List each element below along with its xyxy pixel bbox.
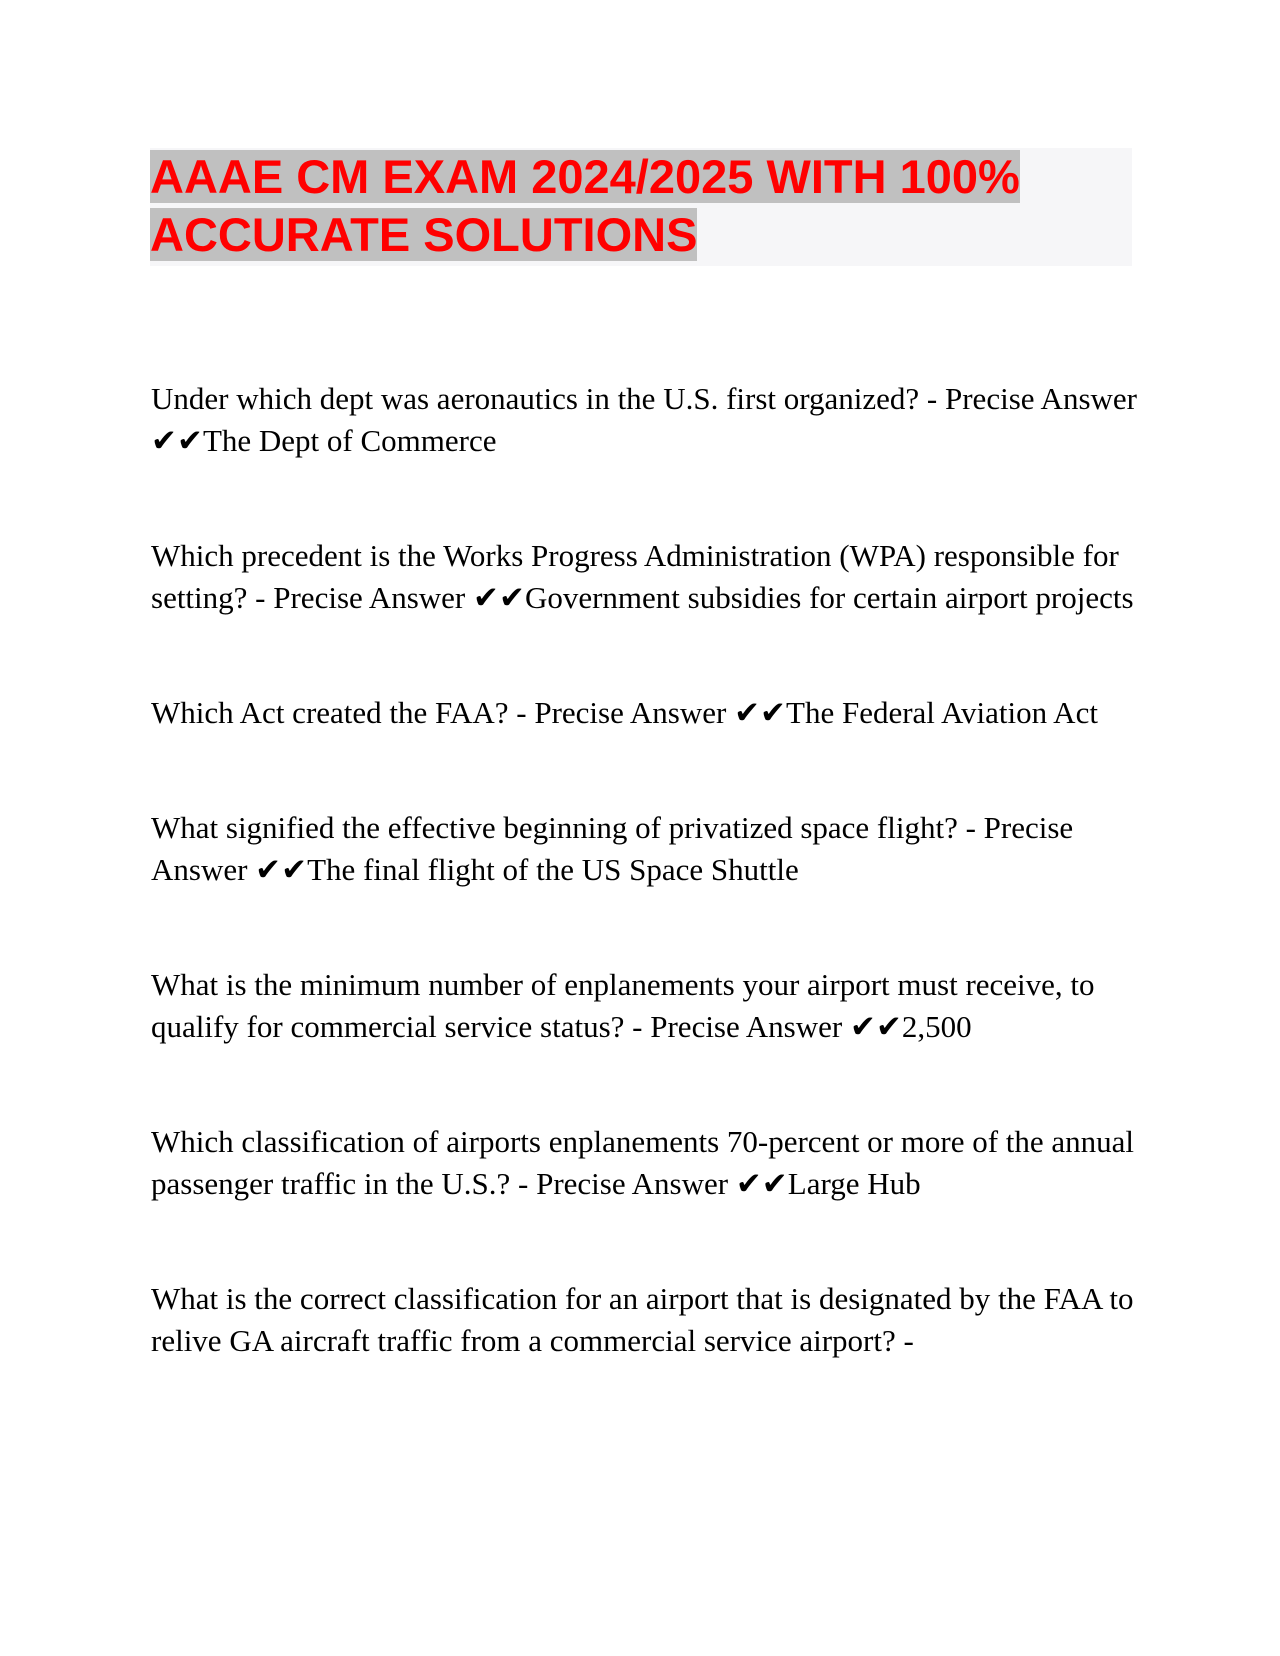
question-text: What is the correct classification for an airport that is designated by the FAA to relive GA aircraft traffic from a commercial service airport? - — [151, 1281, 1134, 1358]
answer-text: The Dept of Commerce — [202, 423, 497, 458]
qa-item — [151, 807, 1141, 891]
qa-item — [151, 964, 1141, 1048]
answer-text: Government subsidies for certain airport projects — [524, 580, 1134, 615]
qa-item — [151, 692, 1141, 734]
qa-item — [151, 378, 1141, 462]
check-marks: ✔✔ — [728, 1166, 788, 1201]
check-marks: ✔✔ — [842, 1009, 902, 1044]
qa-item — [151, 535, 1141, 619]
answer-text: Large Hub — [787, 1166, 921, 1201]
qa-item — [151, 1278, 1141, 1362]
question-text: Which Act created the FAA? - Precise Answer — [151, 695, 727, 730]
answer-text: 2,500 — [901, 1009, 972, 1044]
title-highlight: AAAE CM EXAM 2024/2025 WITH 100% ACCURATE SOLUTIONS — [150, 150, 1020, 261]
answer-text: The final flight of the US Space Shuttle — [307, 852, 799, 887]
qa-list — [151, 378, 1141, 1435]
check-marks: ✔✔ — [151, 423, 203, 458]
title-box — [150, 148, 1132, 266]
check-marks: ✔✔ — [726, 695, 787, 730]
question-text: What is the minimum number of enplanements your airport must receive, to qualify for commercial service status? - Precise Answer — [151, 967, 1095, 1044]
answer-text: The Federal Aviation Act — [786, 695, 1098, 730]
question-text: Under which dept was aeronautics in the U.S. first organized? - Precise Answer — [151, 381, 1137, 416]
question-text: Which precedent is the Works Progress Administration (WPA) responsible for setting? - Precise Answer — [151, 538, 1119, 615]
question-text: Which classification of airports enplanements 70-percent or more of the annual passenger traffic in the U.S.? - Precise Answer — [151, 1124, 1135, 1201]
question-text: What signified the effective beginning of privatized space flight? - Precise Answer — [151, 810, 1074, 887]
check-marks: ✔✔ — [247, 852, 308, 887]
qa-item — [151, 1121, 1141, 1205]
document-title — [150, 148, 1132, 264]
check-marks: ✔✔ — [465, 580, 525, 615]
